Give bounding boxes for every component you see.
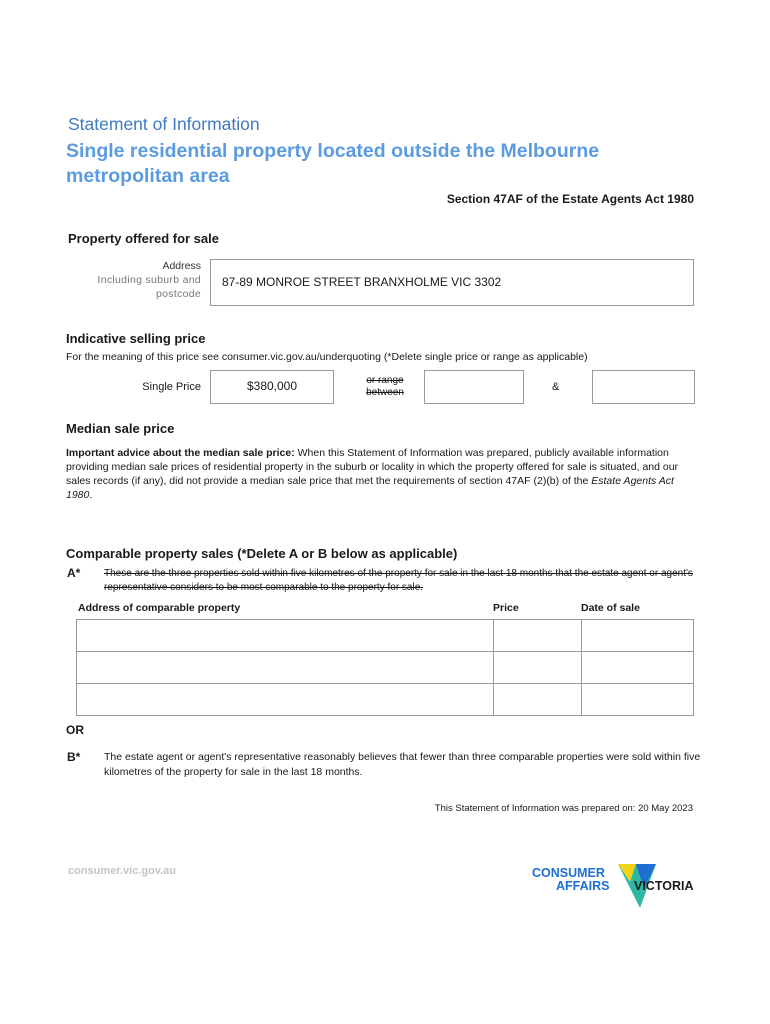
median-advice-bold: Important advice about the median sale price: [66,447,295,459]
comparable-address-cell[interactable] [77,652,494,684]
or-range-line1: or range [366,375,404,386]
comparable-address-cell[interactable] [77,684,494,716]
range-ampersand: & [552,381,560,393]
comparable-address-cell[interactable] [77,620,494,652]
comparable-table [76,619,694,716]
footer-url[interactable]: consumer.vic.gov.au [68,865,177,877]
comparable-price-cell[interactable] [494,620,582,652]
col-price-header: Price [493,602,519,614]
table-row [77,652,694,684]
or-range-label [356,375,414,399]
address-label-sub2: postcode [155,288,201,300]
address-label [60,259,201,301]
option-a-label: A* [67,566,81,580]
range-low-field[interactable] [424,370,524,404]
prepared-date: This Statement of Information was prepared on: 20 May 2023 [434,803,693,814]
address-label-sub1: Including suburb and [97,274,201,286]
table-row [77,684,694,716]
median-advice [66,446,696,502]
logo-line-consumer: CONSUMER [532,866,605,880]
consumer-affairs-victoria-logo [530,860,700,912]
comparable-price-cell[interactable] [494,652,582,684]
price-meaning-note: For the meaning of this price see consumer.vic.gov.au/underquoting (*Delete single price or range as applicable) [66,351,588,363]
col-date-header: Date of sale [581,602,640,614]
comparable-date-cell[interactable] [582,620,694,652]
single-price-label: Single Price [142,381,201,393]
or-range-line2: between [366,387,404,398]
indicative-price-heading: Indicative selling price [66,331,206,346]
comparable-date-cell[interactable] [582,684,694,716]
median-act-name: Estate Agents Act 1980 [66,475,674,501]
logo-line-affairs: AFFAIRS [556,879,610,893]
option-a-text: These are the three properties sold within five kilometres of the property for sale in the last 18 months that the estate agent or agent's representative considers to be most comparable to the property for sale. [104,568,693,593]
comparable-date-cell[interactable] [582,652,694,684]
comparable-heading: Comparable property sales (*Delete A or B below as applicable) [66,546,458,561]
page-title: Single residential property located outside the Melbourne metropolitan area [66,140,600,187]
option-b-label: B* [67,750,81,764]
table-row [77,620,694,652]
range-high-field[interactable] [592,370,695,404]
act-reference: Section 47AF of the Estate Agents Act 1980 [446,192,694,206]
document-type: Statement of Information [68,114,260,134]
median-period: . [89,489,93,501]
address-label-main: Address [162,260,201,272]
property-heading: Property offered for sale [68,231,219,246]
single-price-value: $380,000 [246,379,298,393]
comparable-price-cell[interactable] [494,684,582,716]
logo-word-victoria: VICTORIA [634,879,694,893]
median-advice-text: When this Statement of Information was prepared, publicly available information providing median sale prices of residential property in the suburb or locality in which the property offered for sale is situated, and our sales records (if any), did not provide a median sale price that met the requirements of section 47AF (2)(b) of the [66,447,679,487]
option-b-text: The estate agent or agent's representative reasonably believes that fewer than three comparable properties were sold within five kilometres of the property for sale in the last 18 months. [104,751,701,778]
col-address-header: Address of comparable property [78,602,241,614]
or-label: OR [66,723,84,737]
address-value: 87-89 MONROE STREET BRANXHOLME VIC 3302 [222,275,502,289]
median-heading: Median sale price [66,421,175,436]
